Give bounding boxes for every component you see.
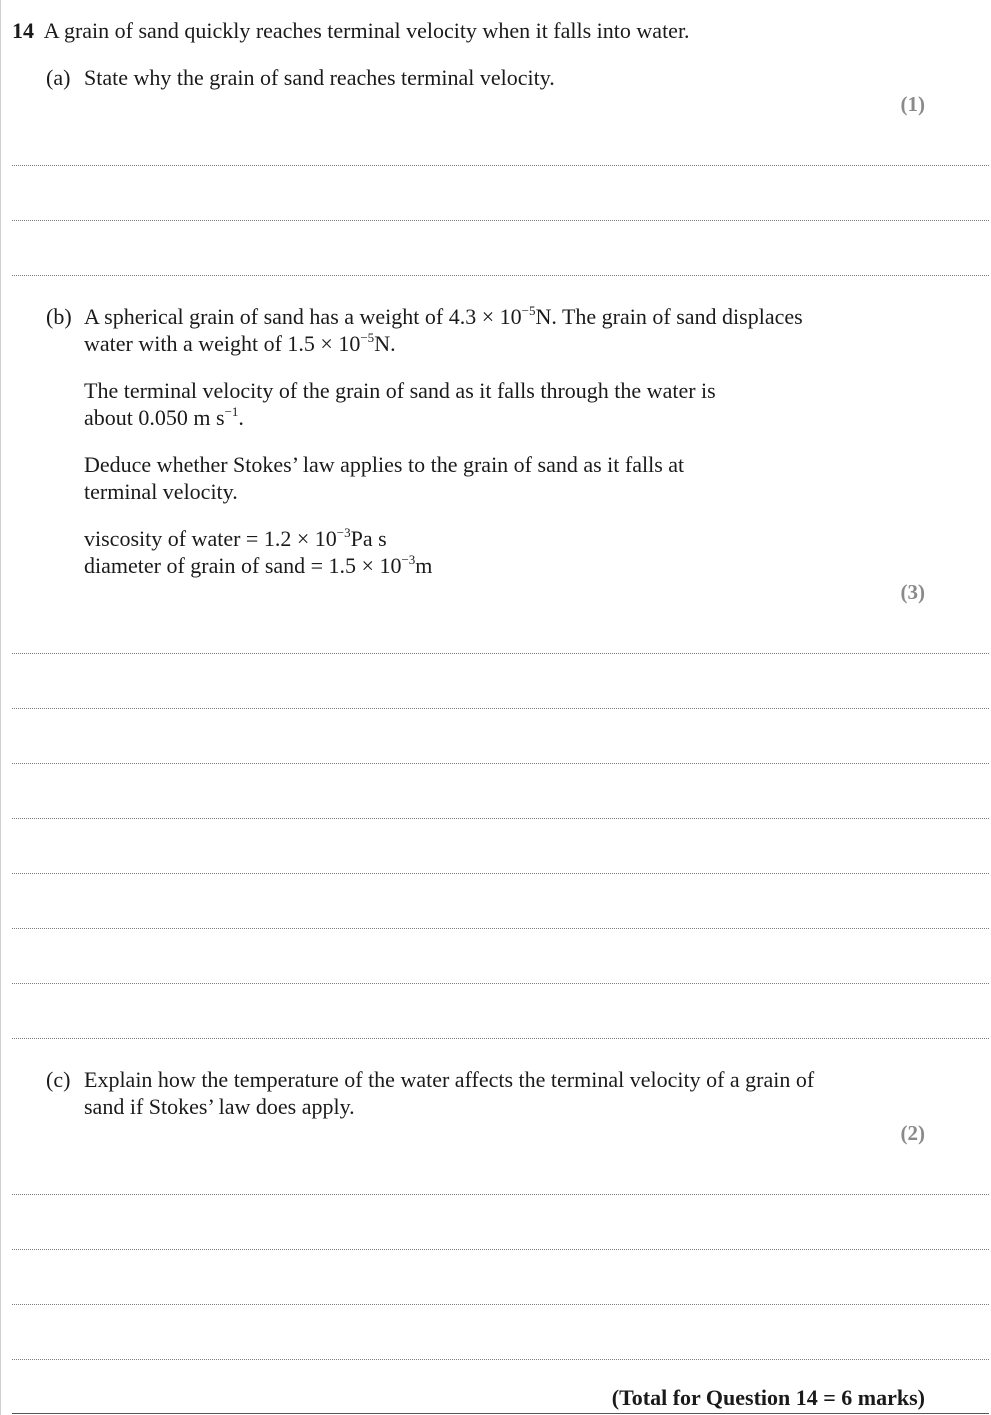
answer-line-a3[interactable] [12, 275, 989, 276]
part-b-label: (b) [46, 304, 72, 329]
part-a-marks: (1) [900, 92, 925, 116]
bottom-rule [12, 1413, 989, 1414]
answer-line-b3[interactable] [12, 763, 989, 764]
answer-line-c1[interactable] [12, 1194, 989, 1195]
part-b-line3: The terminal velocity of the grain of sand as it falls through the water is [84, 378, 716, 403]
answer-line-b1[interactable] [12, 653, 989, 654]
part-c-label: (c) [46, 1067, 71, 1092]
part-b-line5: Deduce whether Stokes’ law applies to the grain of sand as it falls at [84, 452, 685, 477]
answer-line-a2[interactable] [12, 220, 989, 221]
part-a-label: (a) [46, 65, 71, 90]
part-a-text: State why the grain of sand reaches terminal velocity. [84, 65, 555, 90]
part-c-marks: (2) [900, 1121, 925, 1145]
part-b-marks: (3) [900, 580, 925, 604]
question-stem [12, 17, 690, 44]
part-c-line1: Explain how the temperature of the water affects the terminal velocity of a grain of [84, 1067, 815, 1092]
diameter-data: diameter of grain of sand = $1.5 \times 10^{-3}m$ [84, 552, 433, 578]
part-b-line2: water with a weight of $1.5 \times 10^{-5}N$. [84, 330, 396, 356]
answer-line-b4[interactable] [12, 818, 989, 819]
answer-line-b7[interactable] [12, 983, 989, 984]
page-edge [0, 0, 1, 1415]
question-total: (Total for Question 14 = 6 marks) [611, 1385, 925, 1410]
answer-line-b5[interactable] [12, 873, 989, 874]
part-b-line6: terminal velocity. [84, 479, 238, 504]
question-number: 14 [12, 18, 34, 43]
part-b-line1: A spherical grain of sand has a weight of $4.3 \times 10^{-5}N$. The grain of sand displaces [84, 303, 803, 329]
answer-line-b2[interactable] [12, 708, 989, 709]
answer-line-c3[interactable] [12, 1304, 989, 1305]
question-stem-text: A grain of sand quickly reaches terminal velocity when it falls into water. [43, 18, 690, 43]
part-b-line4: about 0.050 m $s^{-1}$. [84, 404, 244, 430]
viscosity-data: viscosity of water = $1.2 \times 10^{-3}Pa$ s [84, 525, 387, 551]
part-c-line2: sand if Stokes’ law does apply. [84, 1094, 355, 1119]
answer-line-a1[interactable] [12, 165, 989, 166]
answer-line-c2[interactable] [12, 1249, 989, 1250]
answer-line-c4[interactable] [12, 1359, 989, 1360]
answer-line-b6[interactable] [12, 928, 989, 929]
answer-line-b8[interactable] [12, 1038, 989, 1039]
